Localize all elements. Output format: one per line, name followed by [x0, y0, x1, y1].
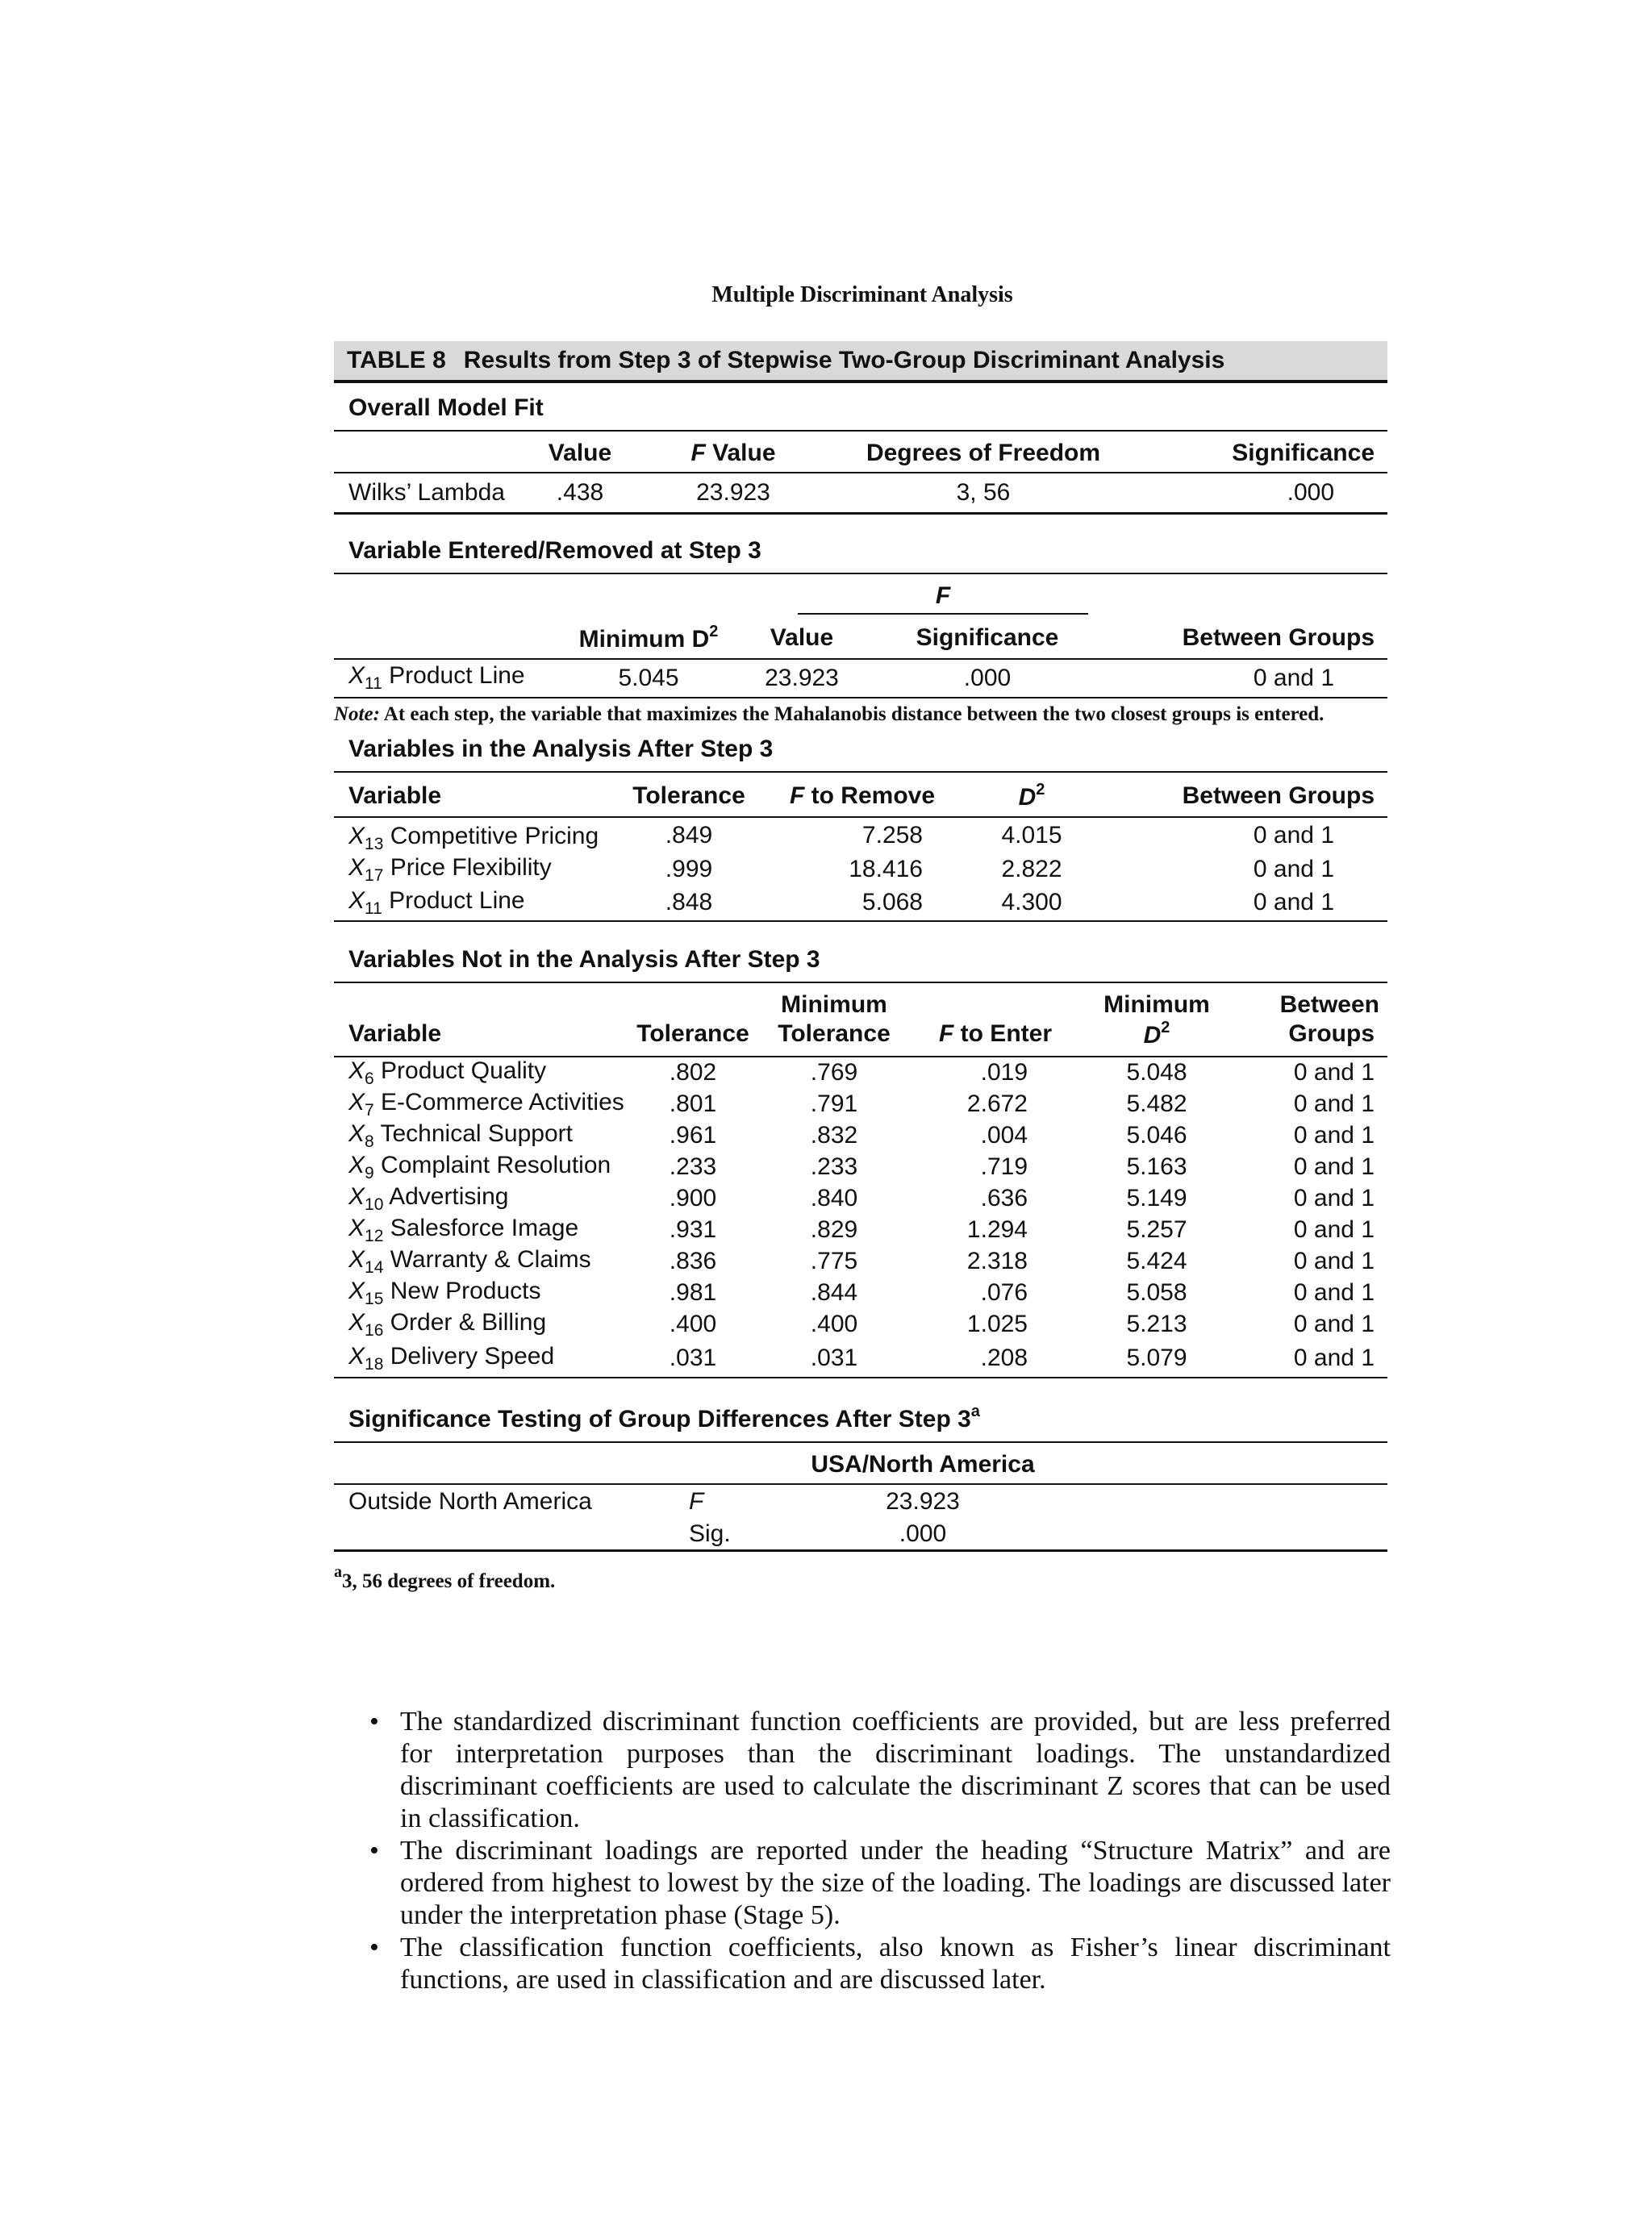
minimum-d2-cell: 5.149	[1126, 1185, 1187, 1211]
variable-symbol: X	[348, 1088, 365, 1115]
wilks-value: .438	[556, 478, 604, 506]
table-row	[334, 1183, 1387, 1215]
wilks-f: 23.923	[696, 478, 770, 506]
overall-fit-table	[334, 432, 1387, 515]
variable-name: Technical Support	[380, 1120, 573, 1147]
tolerance-cell: .900	[669, 1185, 717, 1211]
variable-subscript: 12	[365, 1226, 384, 1245]
tolerance-cell: .802	[669, 1059, 717, 1086]
variable-symbol: X	[348, 822, 365, 849]
variable-symbol: X	[348, 1182, 365, 1210]
entered-title: Variable Entered/Removed at Step 3	[334, 515, 1387, 574]
variable-subscript: 8	[365, 1132, 374, 1151]
variable-symbol: X	[348, 853, 365, 881]
variable-name: E-Commerce Activities	[381, 1088, 624, 1115]
minimum-d2-cell: 5.163	[1126, 1153, 1187, 1180]
bullet-list	[365, 1706, 1391, 1996]
between-groups-cell: 0 and 1	[1293, 1279, 1375, 1306]
bullet-item	[365, 1932, 1391, 1996]
variable-cell	[334, 854, 624, 886]
variable-name: Delivery Speed	[390, 1342, 555, 1370]
minimum-d2-cell: 5.058	[1126, 1279, 1187, 1306]
wilks-df: 3, 56	[956, 478, 1011, 506]
col-minimum-d2-line1: Minimum	[1103, 990, 1210, 1018]
not-in-analysis-table	[334, 983, 1387, 1378]
not-in-analysis-title: Variables Not in the Analysis After Step 3	[334, 922, 1387, 983]
variable-subscript: 9	[365, 1163, 374, 1182]
col-variable: Variable	[348, 1020, 442, 1047]
table-row	[334, 1309, 1387, 1341]
minimum-d2-cell: 5.257	[1126, 1216, 1187, 1243]
col-significance: Significance	[1232, 440, 1375, 466]
col-tolerance: Tolerance	[636, 1020, 749, 1047]
bullet-dot-icon: •	[369, 1707, 379, 1737]
between-groups-cell: 0 and 1	[1293, 1090, 1375, 1117]
col-minimum-d2: Minimum $D^2$	[578, 622, 719, 653]
variable-cell	[334, 1089, 632, 1120]
f-to-enter-cell: 1.025	[966, 1311, 1028, 1337]
table-row	[334, 1120, 1387, 1152]
col-between-groups: Between Groups	[1182, 623, 1375, 651]
minimum-tolerance-cell: .791	[810, 1090, 858, 1117]
f-to-enter-cell: .636	[980, 1185, 1028, 1211]
sig-value: .000	[899, 1520, 947, 1547]
tolerance-cell: .400	[669, 1311, 717, 1337]
variable-cell	[334, 1246, 632, 1278]
col-between-line2: Groups	[1288, 1020, 1375, 1047]
f-to-remove-cell: 5.068	[861, 889, 923, 915]
tolerance-cell: .836	[669, 1248, 717, 1274]
overall-fit-title: Overall Model Fit	[334, 383, 1387, 432]
d2-cell: 4.300	[1001, 889, 1062, 915]
col-variable: Variable	[348, 782, 442, 809]
f-value: 23.923	[886, 1488, 960, 1515]
minimum-tolerance-cell: .769	[810, 1059, 858, 1086]
entered-note: Note: At each step, the variable that maximizes the Mahalanobis distance between the two closest groups is entered.	[334, 703, 1325, 725]
variable-name: Salesforce Image	[390, 1214, 579, 1241]
variable-subscript: 6	[365, 1069, 374, 1088]
variable-cell	[334, 1120, 632, 1152]
variable-name: Price Flexibility	[390, 853, 552, 881]
variable-symbol: X	[348, 1151, 365, 1178]
minimum-d2-cell: 5.424	[1126, 1248, 1187, 1274]
f-to-enter-cell: .208	[980, 1345, 1028, 1371]
table-row	[334, 854, 1387, 886]
tolerance-cell: .801	[669, 1090, 717, 1117]
entered-sig: .000	[963, 664, 1012, 691]
variable-name: Warranty & Claims	[390, 1245, 591, 1273]
minimum-tolerance-cell: .829	[810, 1216, 858, 1243]
minimum-d2-cell: 5.482	[1126, 1090, 1187, 1117]
entered-table	[334, 574, 1387, 698]
table-row	[334, 1278, 1387, 1309]
table-label: TABLE 8	[347, 347, 446, 373]
minimum-tolerance-cell: .844	[810, 1279, 858, 1306]
table-row	[334, 1246, 1387, 1278]
bullet-item	[365, 1835, 1391, 1932]
between-groups-cell: 0 and 1	[1253, 856, 1334, 882]
variable-name: New Products	[390, 1277, 541, 1304]
bullet-text: The classification function coefficients, also known as Fisher’s linear discriminant functions, are used in classification and are discussed later.	[400, 1933, 1391, 1995]
col-minimum-d2-line2: $D^2$	[1143, 1018, 1170, 1049]
f-group-header: F	[798, 582, 1088, 615]
in-analysis-title: Variables in the Analysis After Step 3	[334, 728, 1387, 773]
bullet-item	[365, 1706, 1391, 1835]
variable-symbol: X	[348, 1308, 365, 1336]
f-to-enter-cell: .076	[980, 1279, 1028, 1306]
col-f-to-remove: F to Remove	[789, 782, 936, 809]
table-row	[334, 1089, 1387, 1120]
bullet-text: The standardized discriminant function coefficients are provided, but are less preferred for interpretation purposes than the discriminant loadings. The unstandardized discriminant coefficients are used to calculate the discriminant Z scores that can be used in classification.	[400, 1707, 1391, 1833]
table-row	[334, 1215, 1387, 1246]
between-groups-cell: 0 and 1	[1293, 1153, 1375, 1180]
variable-symbol: X	[348, 1120, 365, 1147]
col-df: Degrees of Freedom	[866, 440, 1101, 466]
tolerance-cell: .848	[665, 889, 713, 915]
running-head: Multiple Discriminant Analysis	[711, 282, 1013, 307]
bullet-dot-icon: •	[369, 1933, 379, 1962]
f-to-enter-cell: 2.672	[966, 1090, 1028, 1117]
table-title: Results from Step 3 of Stepwise Two-Group Discriminant Analysis	[463, 347, 1225, 373]
between-groups-cell: 0 and 1	[1293, 1248, 1375, 1274]
minimum-tolerance-cell: .840	[810, 1185, 858, 1211]
significance-title: Significance Testing of Group Differences After Step 3$^a$	[334, 1378, 1387, 1443]
wilks-sig: .000	[1287, 478, 1334, 506]
col-value: Value	[770, 623, 834, 651]
entered-value: 23.923	[765, 664, 839, 691]
table-row	[334, 886, 1387, 921]
minimum-tolerance-cell: .832	[810, 1122, 858, 1149]
table-caption	[334, 341, 1387, 383]
table-row	[334, 1341, 1387, 1378]
f-to-enter-cell: .004	[980, 1122, 1028, 1149]
col-between-line1: Between	[1279, 990, 1379, 1018]
bullet-dot-icon: •	[369, 1836, 379, 1866]
variable-subscript: 18	[365, 1354, 384, 1374]
f-to-enter-cell: 2.318	[966, 1248, 1028, 1274]
tolerance-cell: .981	[669, 1279, 717, 1306]
variable-name: Product Line	[389, 886, 525, 914]
minimum-d2-cell: 5.048	[1126, 1059, 1187, 1086]
wilks-lambda-label: Wilks’ Lambda	[348, 478, 505, 506]
tolerance-cell: .031	[669, 1345, 717, 1371]
col-tolerance: Tolerance	[632, 782, 745, 809]
variable-symbol: X	[348, 1277, 365, 1304]
minimum-tolerance-cell: .400	[810, 1311, 858, 1337]
minimum-tolerance-cell: .775	[810, 1248, 858, 1274]
tolerance-cell: .233	[669, 1153, 717, 1180]
col-between-groups: Between Groups	[1182, 782, 1375, 809]
entered-min-d2: 5.045	[618, 664, 679, 691]
col-d2: $D^2$	[1018, 780, 1045, 811]
variable-cell	[334, 1215, 632, 1246]
variable-cell	[334, 886, 624, 921]
table-footnote: $^a$3, 56 degrees of freedom.	[334, 1562, 556, 1592]
not-in-analysis-rows	[334, 1057, 1387, 1378]
tolerance-cell: .931	[669, 1216, 717, 1243]
entered-between: 0 and 1	[1253, 664, 1334, 691]
variable-symbol: X	[348, 1214, 365, 1241]
d2-cell: 4.015	[1001, 822, 1062, 849]
results-table-block	[334, 341, 1387, 1593]
variable-cell	[334, 1152, 632, 1183]
f-label: F	[689, 1488, 704, 1515]
variable-subscript: 7	[365, 1100, 374, 1120]
col-significance: Significance	[916, 623, 1059, 651]
entered-variable: $X_{11}$ Product Line	[348, 662, 525, 693]
variable-subscript: 10	[365, 1195, 384, 1214]
between-groups-cell: 0 and 1	[1253, 889, 1334, 915]
variable-cell	[334, 817, 624, 854]
variable-name: Advertising	[389, 1182, 509, 1210]
col-minimum-tolerance-line2: Tolerance	[778, 1020, 891, 1047]
variable-symbol: X	[348, 1245, 365, 1273]
f-to-remove-cell: 7.258	[861, 822, 923, 849]
between-groups-cell: 0 and 1	[1293, 1216, 1375, 1243]
variable-name: Complaint Resolution	[381, 1151, 611, 1178]
table-row	[334, 817, 1387, 854]
d2-cell: 2.822	[1001, 856, 1062, 882]
bullet-text: The discriminant loadings are reported under the heading “Structure Matrix” and are ordered from highest to lowest by the size of the loading. The loadings are discussed later under the interpretation phase (Stage 5).	[400, 1836, 1391, 1930]
table-row	[334, 1057, 1387, 1089]
variable-subscript: 15	[365, 1289, 384, 1308]
col-value: Value	[548, 440, 612, 466]
col-usa-north-america: USA/North America	[811, 1450, 1035, 1478]
between-groups-cell: 0 and 1	[1293, 1345, 1375, 1371]
minimum-d2-cell: 5.213	[1126, 1311, 1187, 1337]
f-to-enter-cell: 1.294	[966, 1216, 1028, 1243]
in-analysis-table	[334, 773, 1387, 922]
minimum-tolerance-cell: .233	[810, 1153, 858, 1180]
col-f-value: F Value	[690, 440, 776, 466]
variable-name: Order & Billing	[390, 1308, 547, 1336]
variable-symbol: X	[348, 1342, 365, 1370]
variable-subscript: 14	[365, 1257, 384, 1277]
sig-label: Sig.	[689, 1520, 731, 1547]
tolerance-cell: .999	[665, 856, 713, 882]
variable-symbol: X	[348, 1057, 365, 1084]
outside-na-label: Outside North America	[348, 1488, 592, 1515]
between-groups-cell: 0 and 1	[1293, 1122, 1375, 1149]
variable-cell	[334, 1278, 632, 1309]
in-analysis-rows	[334, 817, 1387, 921]
variable-subscript: 11	[365, 899, 382, 918]
between-groups-cell: 0 and 1	[1253, 822, 1334, 849]
variable-subscript: 17	[365, 865, 384, 885]
variable-cell	[334, 1183, 632, 1215]
minimum-d2-cell: 5.046	[1126, 1122, 1187, 1149]
variable-subscript: 16	[365, 1320, 384, 1340]
table-row	[334, 1152, 1387, 1183]
col-minimum-tolerance-line1: Minimum	[781, 990, 887, 1018]
f-to-enter-cell: .019	[980, 1059, 1028, 1086]
tolerance-cell: .849	[665, 822, 713, 849]
variable-cell	[334, 1341, 632, 1378]
variable-name: Product Quality	[381, 1057, 547, 1084]
variable-subscript: 13	[365, 834, 384, 853]
f-to-enter-cell: .719	[980, 1153, 1028, 1180]
minimum-tolerance-cell: .031	[810, 1345, 858, 1371]
col-f-to-enter: F to Enter	[938, 1020, 1052, 1047]
between-groups-cell: 0 and 1	[1293, 1059, 1375, 1086]
significance-table	[334, 1443, 1387, 1552]
f-to-remove-cell: 18.416	[849, 856, 923, 882]
variable-symbol: X	[348, 886, 365, 914]
minimum-d2-cell: 5.079	[1126, 1345, 1187, 1371]
variable-cell	[334, 1057, 632, 1089]
variable-name: Competitive Pricing	[390, 822, 599, 849]
tolerance-cell: .961	[669, 1122, 717, 1149]
between-groups-cell: 0 and 1	[1293, 1311, 1375, 1337]
variable-cell	[334, 1309, 632, 1341]
between-groups-cell: 0 and 1	[1293, 1185, 1375, 1211]
